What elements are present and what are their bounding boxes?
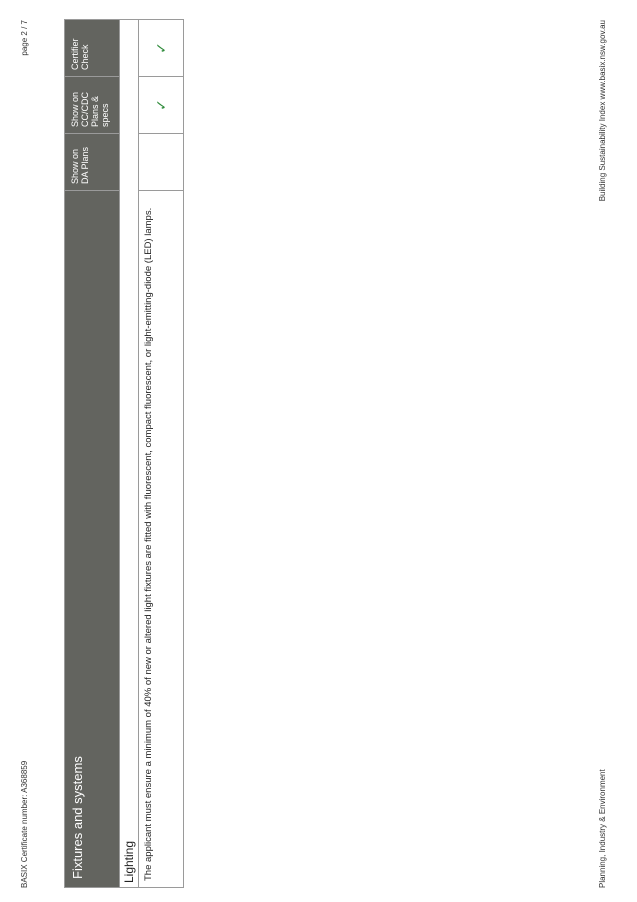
certifier-check-mark: ✓ xyxy=(152,42,169,54)
table-row xyxy=(139,20,184,888)
page-number: page 2 / 7 xyxy=(20,20,29,56)
certificate-number: BASIX Certificate number: A368859 xyxy=(20,760,29,888)
cc-check-mark: ✓ xyxy=(152,99,169,111)
col-show-on-da-plans: Show on DA Plans xyxy=(65,134,120,191)
table-header-row xyxy=(65,20,120,888)
section-row xyxy=(120,20,139,888)
footer-website: Building Sustainability Index www.basix.nsw.gov.au xyxy=(598,20,607,202)
cc-plans-cell xyxy=(139,77,184,134)
certifier-cell xyxy=(139,20,184,77)
table-title: Fixtures and systems xyxy=(65,191,120,888)
da-plans-cell xyxy=(139,134,184,191)
requirements-table xyxy=(64,19,184,888)
col-show-on-cc-plans: Show on CC/CDC Plans & specs xyxy=(65,77,120,134)
section-title-lighting: Lighting xyxy=(120,20,139,888)
footer-department: Planning, Industry & Environment xyxy=(598,769,607,888)
requirement-text: The applicant must ensure a minimum of 40% of new or altered light fixtures are fitted with fluorescent, compact fluorescent, or light-emitting-diode (LED) lamps. xyxy=(139,191,184,888)
col-certifier-check: Certifier Check xyxy=(65,20,120,77)
